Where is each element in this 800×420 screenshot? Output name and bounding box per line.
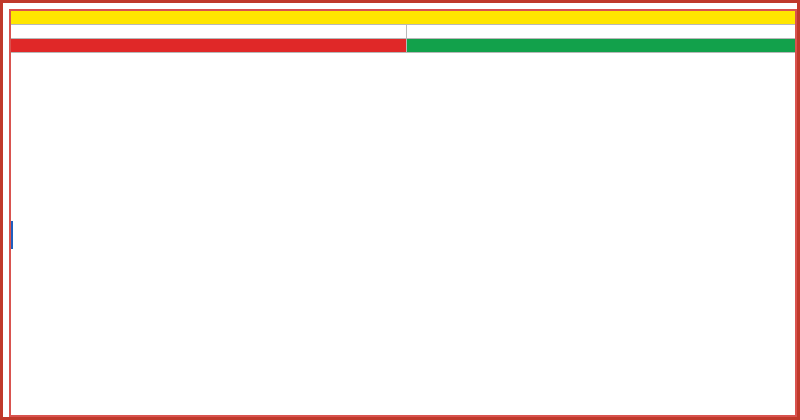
title-row xyxy=(11,11,797,25)
row-marker xyxy=(11,221,13,249)
avant-header xyxy=(11,39,407,52)
header-row xyxy=(11,39,797,53)
blank-row xyxy=(11,25,797,39)
sheet-title xyxy=(11,11,797,24)
apres-header xyxy=(407,39,797,52)
spreadsheet xyxy=(9,9,797,417)
blank-cell xyxy=(11,25,407,38)
blank-cell xyxy=(407,25,797,38)
